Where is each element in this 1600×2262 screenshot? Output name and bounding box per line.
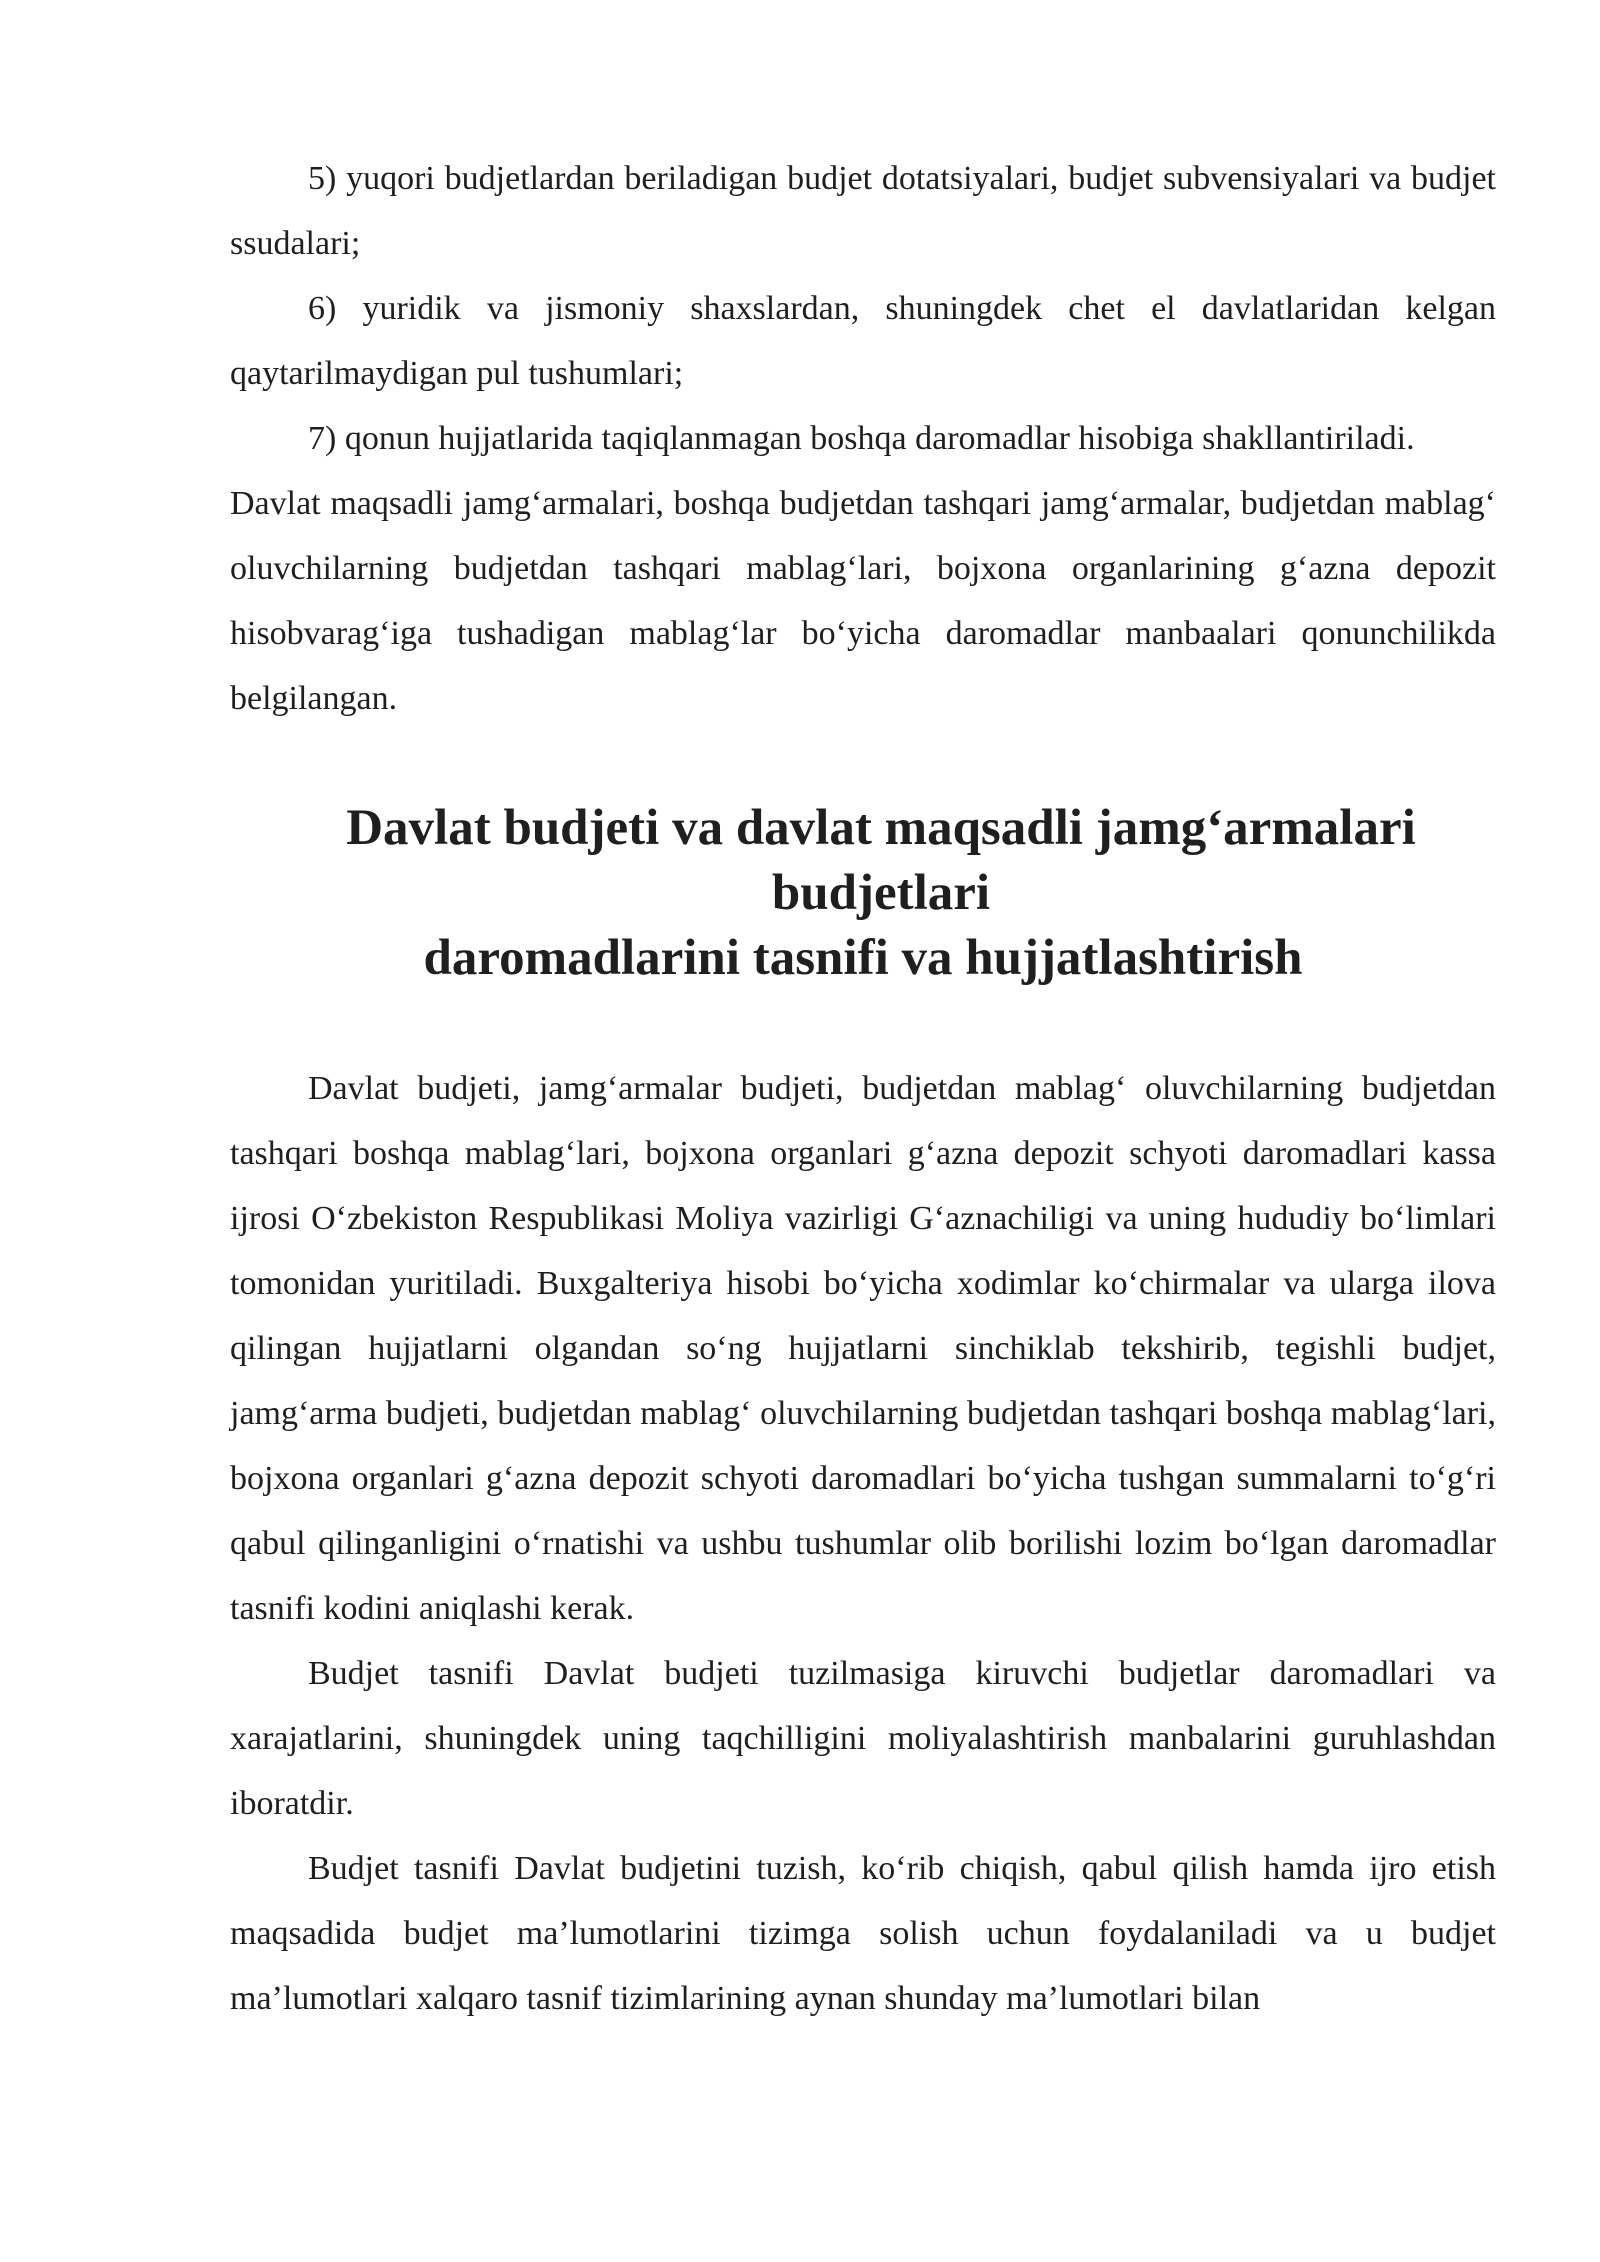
spacer <box>230 731 1496 796</box>
page-content <box>230 146 1496 2031</box>
spacer <box>230 991 1496 1056</box>
intro-paragraph: Davlat maqsadli jamg‘armalari, boshqa budjetdan tashqari jamg‘armalar, budjetdan mablag‘ oluvchilarning budjetdan tashqari mablag‘lari, bojxona organlarining g‘azna depozit hisobvarag‘iga tushadigan mablag‘lar bo‘yicha daromadlar manbaalari qonunchilikda belgilangan. <box>230 485 1496 717</box>
body-paragraph-1: Davlat budjeti, jamg‘armalar budjeti, budjetdan mablag‘ oluvchilarning budjetdan tashqari boshqa mablag‘lari, bojxona organlari g‘azna depozit schyoti daromadlari kassa ijrosi O‘zbekiston Respublikasi Moliya vazirligi G‘aznachiligi va uning hududiy bo‘limlari tomonidan yuritiladi. Buxgalteriya hisobi bo‘yicha xodimlar ko‘chirmalar va ularga ilova qilingan hujjatlarni olgandan so‘ng hujjatlarni sinchiklab tekshirib, tegishli budjet, jamg‘arma budjeti, budjetdan mablag‘ oluvchilarning budjetdan tashqari boshqa mablag‘lari, bojxona organlari g‘azna depozit schyoti daromadlari bo‘yicha tushgan summalarni to‘g‘ri qabul qilinganligini o‘rnatishi va ushbu tushumlar olib borilishi lozim bo‘lgan daromadlar tasnifi kodini aniqlashi kerak. <box>230 1070 1496 1627</box>
list-item-7: 7) qonun hujjatlarida taqiqlanmagan boshqa daromadlar hisobiga shakllantiriladi. <box>308 420 1415 457</box>
section-heading <box>230 796 1496 991</box>
section-heading-line-1: Davlat budjeti va davlat maqsadli jamg‘armalari budjetlari <box>346 800 1416 921</box>
section-heading-line-2: daromadlarini tasnifi va hujjatlashtirish <box>423 930 1303 986</box>
body-paragraph-3: Budjet tasnifi Davlat budjetini tuzish, ko‘rib chiqish, qabul qilish hamda ijro etish maqsadida budjet ma’lumotlarini tizimga solish uchun foydalaniladi va u budjet ma’lumotlari xalqaro tasnif tizimlarining aynan shunday ma’lumotlari bilan <box>230 1850 1496 2017</box>
list-item-6: 6) yuridik va jismoniy shaxslardan, shuningdek chet el davlatlaridan kelgan qaytarilmaydigan pul tushumlari; <box>230 290 1496 392</box>
list-item-5: 5) yuqori budjetlardan beriladigan budjet dotatsiyalari, budjet subvensiyalari va budjet ssudalari; <box>230 160 1496 262</box>
body-paragraph-2: Budjet tasnifi Davlat budjeti tuzilmasiga kiruvchi budjetlar daromadlari va xarajatlarini, shuningdek uning taqchilligini moliyalashtirish manbalarini guruhlashdan iboratdir. <box>230 1655 1496 1822</box>
